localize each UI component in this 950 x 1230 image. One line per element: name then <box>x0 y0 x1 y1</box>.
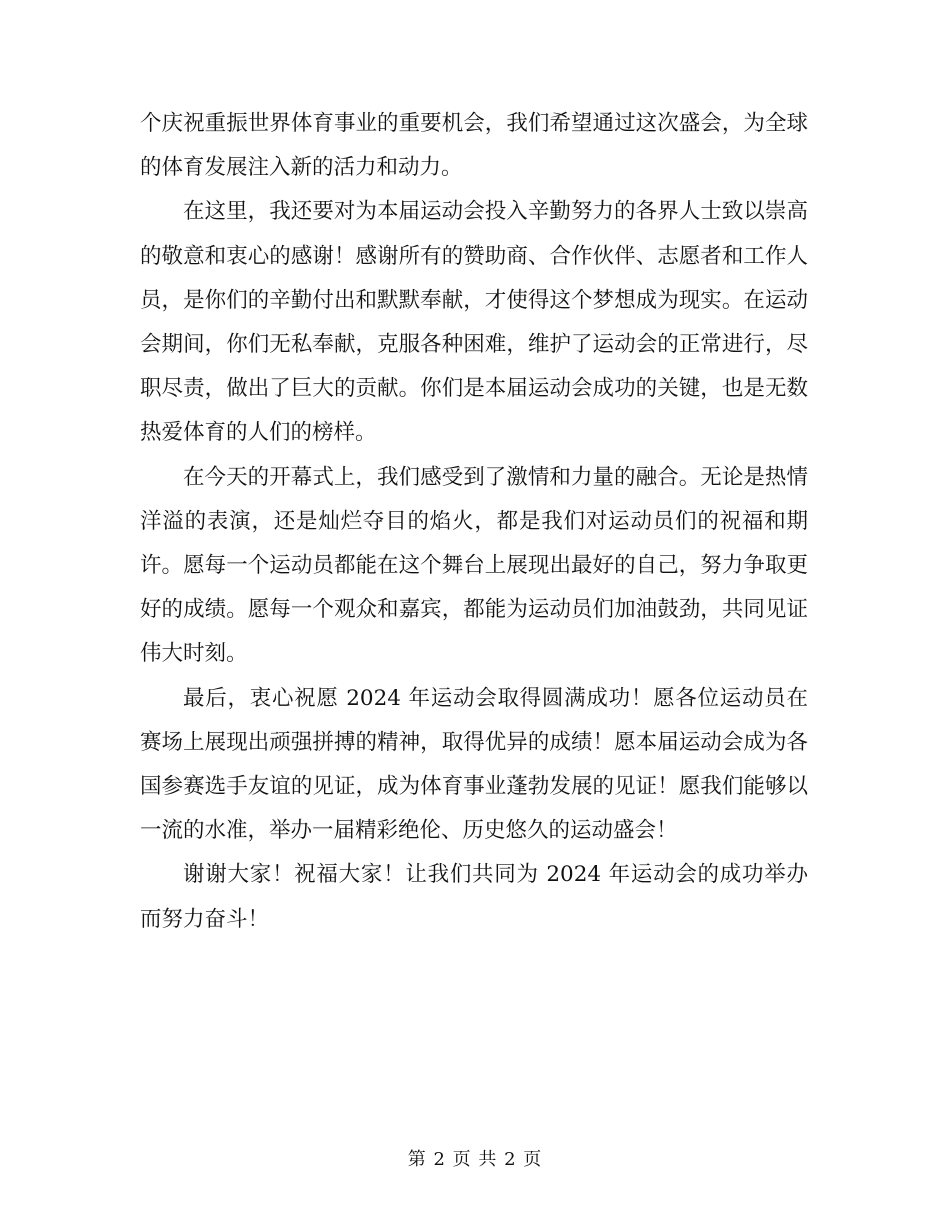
paragraph-continuation: 个庆祝重振世界体育事业的重要机会，我们希望通过这次盛会，为全球的体育发展注入新的活力和动力。 <box>140 111 808 181</box>
page-number-footer: 第 2 页 共 2 页 <box>407 1149 543 1170</box>
paragraph-closing: 谢谢大家！祝福大家！让我们共同为 2024 年运动会的成功举办而努力奋斗！ <box>140 862 808 932</box>
paragraph-thanks: 在这里，我还要对为本届运动会投入辛勤努力的各界人士致以崇高的敬意和衷心的感谢！感谢所有的赞助商、合作伙伴、志愿者和工作人员，是你们的辛勤付出和默默奉献，才使得这个梦想成为现实。在运动会期间，你们无私奉献，克服各种困难，维护了运动会的正常进行，尽职尽责，做出了巨大的贡献。你们是本届运动会成功的关键，也是无数热爱体育的人们的榜样。 <box>140 199 808 446</box>
document-body <box>140 102 808 942</box>
paragraph-opening-ceremony: 在今天的开幕式上，我们感受到了激情和力量的融合。无论是热情洋溢的表演，还是灿烂夺目的焰火，都是我们对运动员们的祝福和期许。愿每一个运动员都能在这个舞台上展现出最好的自己，努力争取更好的成绩。愿每一个观众和嘉宾，都能为运动员们加油鼓劲，共同见证伟大时刻。 <box>140 464 808 667</box>
paragraph-final-wishes: 最后，衷心祝愿 2024 年运动会取得圆满成功！愿各位运动员在赛场上展现出顽强拼搏的精神，取得优异的成绩！愿本届运动会成为各国参赛选手友谊的见证，成为体育事业蓬勃发展的见证！愿我们能够以一流的水准，举办一届精彩绝伦、历史悠久的运动盛会！ <box>140 685 808 844</box>
